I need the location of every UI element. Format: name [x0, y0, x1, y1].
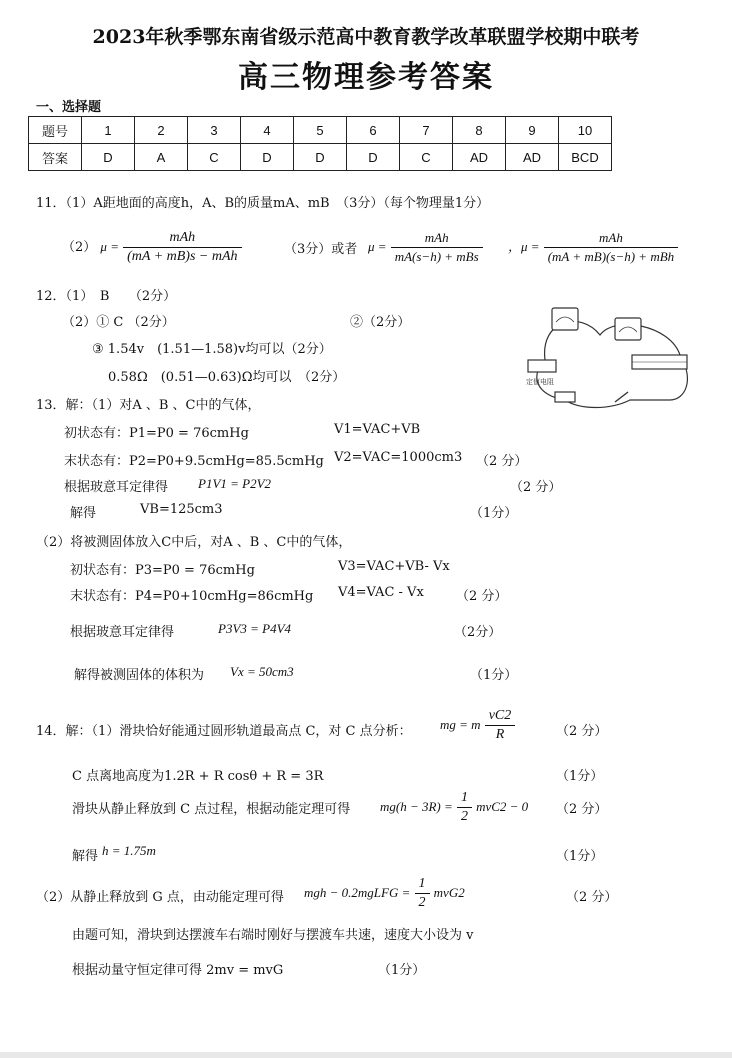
q14-eq1-den: R	[495, 727, 505, 742]
q13-part2-initial-v: V3=VAC+VB- Vx	[338, 559, 450, 574]
q14-score: （2 分）	[556, 724, 608, 739]
q11-alt1	[368, 230, 483, 265]
q14-statement: 由题可知，滑块到达摆渡车右端时刚好与摆渡车共速，速度大小设为 v	[72, 928, 474, 943]
q14-part2-fraction	[415, 876, 430, 911]
q12-part3-resistance: 0.58Ω (0.51—0.63)Ω均可以 （2分）	[108, 370, 346, 385]
page-bottom-edge	[0, 1052, 732, 1058]
q14-energy-eq	[380, 790, 528, 825]
q13-solve-label: 解得	[70, 506, 97, 521]
q13-part2-intro: （2）将被测固体放入C中后，对A 、B 、C中的气体，	[36, 535, 352, 550]
q13-part2-initial-p: 初状态有：P3=P0 = 76cmHg	[70, 563, 255, 578]
q14-part2-eq	[304, 876, 465, 911]
q14-part2-text: （2）从静止释放到 G 点，由动能定理可得	[36, 890, 284, 905]
q11-mu: μ =	[100, 239, 119, 254]
q11-alt1-mu: μ =	[368, 239, 387, 254]
answer-cell: D	[347, 144, 400, 171]
answer-cell: C	[188, 144, 241, 171]
q13-part2-final-v: V4=VAC - Vx	[338, 585, 424, 600]
q13-score: （2 分）	[456, 589, 508, 604]
q13-part2-solve-result: Vx = 50cm3	[230, 664, 294, 679]
answer-cell: AD	[506, 144, 559, 171]
question-number: 7	[400, 117, 453, 144]
question-number: 9	[506, 117, 559, 144]
resistor-label: 定值电阻	[526, 378, 554, 386]
q14-part2-num: 1	[415, 876, 430, 894]
q13-final-state-v: V2=VAC=1000cm3	[334, 450, 463, 465]
answer-key-title: 高三物理参考答案	[238, 60, 494, 95]
q14-height-eq: C 点离地高度为1.2R + R cosθ + R = 3R	[72, 769, 324, 784]
q14-part2-den: 2	[418, 895, 426, 910]
q12-part2-b: ②（2分）	[350, 315, 411, 330]
question-number: 10	[559, 117, 612, 144]
ammeter-icon	[615, 318, 641, 340]
q13-part2-final-p: 末状态有：P4=P0+10cmHg=86cmHg	[70, 589, 314, 604]
q14-solve-result: h = 1.75m	[102, 843, 156, 858]
q11-frac-num: mAh	[123, 230, 241, 248]
q13-part2-law-equation: P3V3 = P4V4	[218, 621, 292, 636]
answer-cell: C	[400, 144, 453, 171]
q13-score: （2分）	[454, 625, 502, 640]
q13-final-state-p: 末状态有：P2=P0+9.5cmHg=85.5cmHg	[64, 454, 324, 469]
voltmeter-icon	[552, 308, 578, 330]
answer-cell: D	[82, 144, 135, 171]
fixed-resistor-icon	[528, 360, 556, 372]
q14-score: （1分）	[378, 963, 426, 978]
circuit-diagram-figure	[520, 300, 700, 420]
question-number: 5	[294, 117, 347, 144]
q14-energy-den: 2	[460, 809, 468, 824]
q13-law-text: 根据玻意耳定律得	[64, 480, 169, 495]
q14-score: （2 分）	[556, 802, 608, 817]
q11-alt1-num: mAh	[391, 230, 483, 248]
q13-score: （1分）	[470, 668, 518, 683]
table-row-answers	[29, 144, 612, 171]
q11-alt1-fraction	[391, 230, 483, 265]
q14-energy-fraction	[457, 790, 472, 825]
answer-cell: A	[135, 144, 188, 171]
q14-energy-text: 滑块从静止释放到 C 点过程，根据动能定理可得	[72, 802, 351, 817]
battery-icon	[555, 392, 575, 402]
question-number: 2	[135, 117, 188, 144]
q13-law-equation: P1V1 = P2V2	[198, 476, 272, 491]
q11-alt2-num: mAh	[544, 230, 678, 248]
q14-solve-label: 解得	[72, 849, 99, 864]
q11-part1: 11．（1）A距地面的高度h，A、B的质量mA、mB （3分）（每个物理量1分）	[36, 196, 490, 211]
q12-part1: 12．（1） B （2分）	[36, 289, 177, 304]
q11-alt2-fraction	[544, 230, 678, 265]
q11-alt1-den: mA(s−h) + mBs	[394, 249, 479, 264]
question-number: 4	[241, 117, 294, 144]
q12-part2-a: （2）① C （2分）	[62, 315, 175, 330]
exam-title: 2023年秋季鄂东南省级示范高中教育教学改革联盟学校期中联考	[92, 26, 640, 48]
q13-score: （2 分）	[476, 454, 528, 469]
question-number: 3	[188, 117, 241, 144]
answer-cell: D	[241, 144, 294, 171]
row-label-answer: 答案	[29, 144, 82, 171]
answer-table	[28, 116, 612, 171]
q14-part2-rhs: mvG2	[433, 885, 465, 900]
q14-eq1	[440, 708, 515, 743]
switch-icon	[615, 392, 628, 402]
q13-score: （2 分）	[510, 480, 562, 495]
q14-score: （2 分）	[566, 890, 618, 905]
question-number: 8	[453, 117, 506, 144]
answer-cell: AD	[453, 144, 506, 171]
q11-score-or: （3分）或者	[284, 242, 358, 257]
section-choice-heading: 一、选择题	[36, 100, 102, 115]
q13-score: （1分）	[470, 506, 518, 521]
q11-frac-den: (mA + mB)s − mAh	[127, 249, 238, 264]
q11-alt2-mu: ，μ =	[508, 239, 540, 254]
question-number: 1	[82, 117, 135, 144]
row-label-number: 题号	[29, 117, 82, 144]
q13-part2-law-text: 根据玻意耳定律得	[70, 625, 175, 640]
q14-eq1-fraction	[485, 708, 516, 743]
q14-energy-num: 1	[457, 790, 472, 808]
q14-score: （1分）	[556, 769, 604, 784]
q13-part2-solve-label: 解得被测固体的体积为	[74, 668, 205, 683]
q14-eq1-lhs: mg = m	[440, 717, 481, 732]
q13-initial-state-p: 初状态有：P1=P0 = 76cmHg	[64, 426, 249, 441]
answer-cell: D	[294, 144, 347, 171]
q11-alt2	[508, 230, 678, 265]
q14-energy-rhs: mvC2 − 0	[476, 799, 529, 814]
q14-momentum-eq: 根据动量守恒定律可得 2mv = mvG	[72, 963, 284, 978]
table-row-numbers	[29, 117, 612, 144]
q13-intro: 13．解：（1）对A 、B 、C中的气体，	[36, 398, 261, 413]
q11-alt2-den: (mA + mB)(s−h) + mBh	[547, 249, 675, 264]
q13-solve-result: VB=125cm3	[140, 502, 223, 517]
q12-part3: ③ 1.54v (1.51—1.58)v均可以（2分）	[92, 342, 332, 357]
q11-fraction-main	[123, 230, 241, 265]
q11-part2-label: （2）	[62, 240, 97, 255]
q14-intro: 14．解：（1）滑块恰好能通过圆形轨道最高点 C，对 C 点分析：	[36, 724, 412, 739]
q14-part2-lhs: mgh − 0.2mgLFG =	[304, 885, 411, 900]
q14-eq1-num: vC2	[485, 708, 516, 726]
q14-score: （1分）	[556, 849, 604, 864]
q11-part2	[62, 230, 242, 265]
q14-energy-lhs: mg(h − 3R) =	[380, 799, 453, 814]
question-number: 6	[347, 117, 400, 144]
q13-initial-state-v: V1=VAC+VB	[334, 422, 421, 437]
answer-cell: BCD	[559, 144, 612, 171]
